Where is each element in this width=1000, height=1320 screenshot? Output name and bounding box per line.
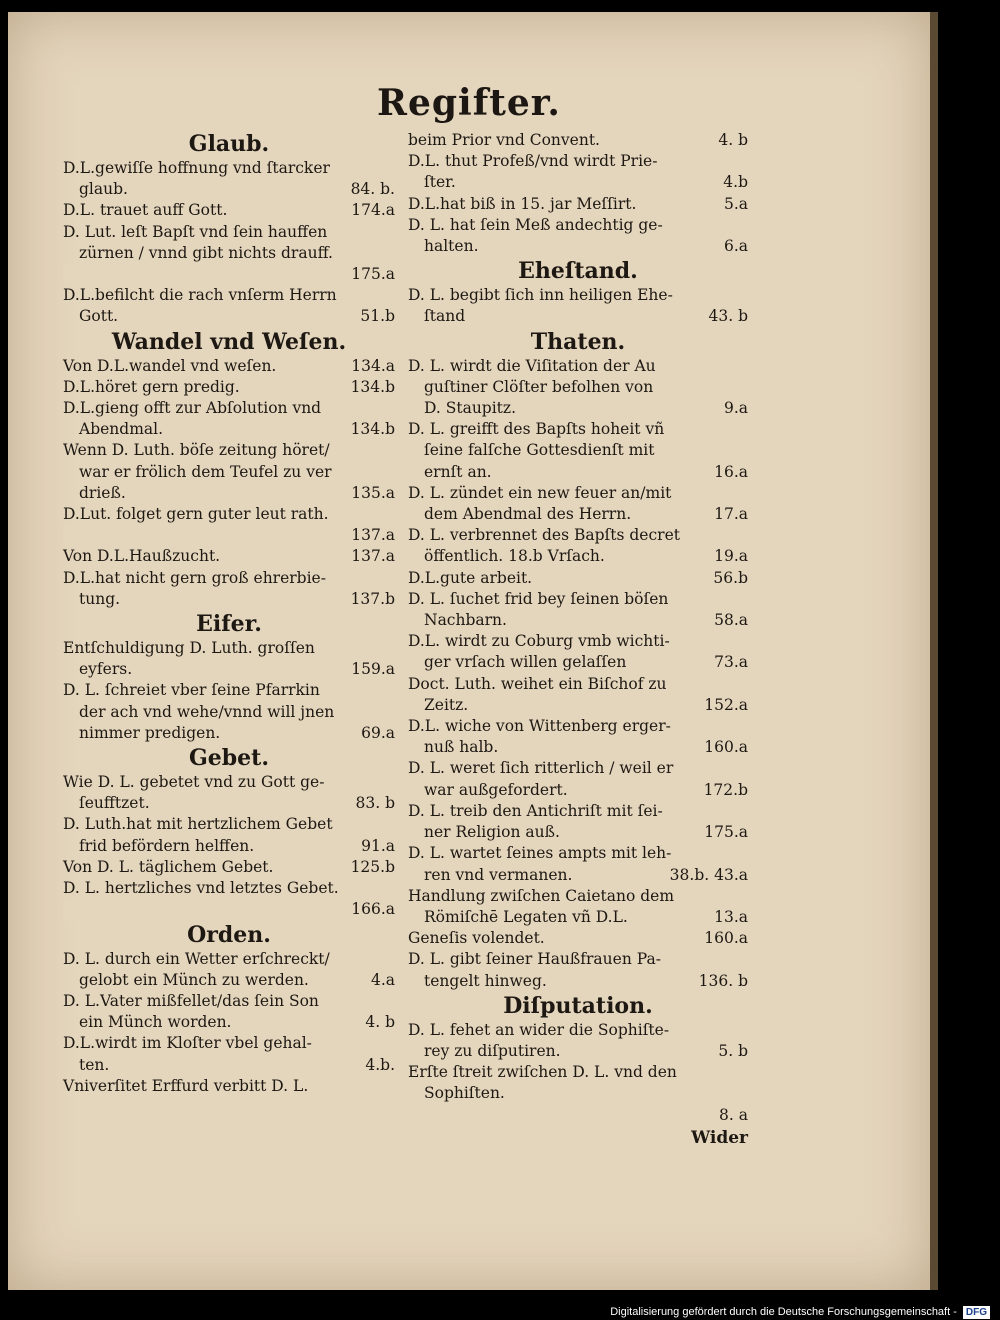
entry-line: D. Luth.hat mit hertzlichem Gebet (63, 815, 333, 834)
register-entry (63, 158, 395, 200)
entry-line: D.L. trauet auff Gott. (63, 201, 228, 220)
entry-line: Abendmal. (79, 420, 164, 439)
register-entry (408, 525, 748, 567)
entry-line: Nachbarn. (424, 611, 507, 630)
entry-line: halten. (424, 237, 479, 256)
page-reference: 38.b. 43.a (664, 865, 748, 886)
register-entry (63, 772, 395, 814)
funding-footer (610, 1304, 990, 1320)
register-entry (63, 680, 395, 744)
register-entry (408, 949, 748, 991)
section-heading: Eifer. (196, 611, 262, 638)
entry-line: Geneſis volendet. (408, 929, 545, 948)
page-reference: 84. b. (345, 179, 395, 200)
entry-line: ein Münch worden. (79, 1013, 232, 1032)
page-reference: 73.a (708, 652, 748, 673)
entry-line: D.L. thut Profeß/vnd wirdt Prie- (408, 152, 658, 171)
entry-text (63, 949, 395, 991)
page-reference: 137.a (63, 525, 395, 546)
entry-line: Wie D. L. gebetet vnd zu Gott ge- (63, 773, 325, 792)
entry-line: D. L. ſuchet frid bey ſeinen böſen (408, 589, 669, 608)
entry-text (63, 680, 395, 744)
register-entry (408, 151, 748, 193)
register-entry (63, 568, 395, 610)
register-entry (63, 1076, 395, 1097)
register-entry (408, 1062, 748, 1126)
entry-text (63, 285, 395, 327)
register-entry (408, 1020, 748, 1062)
register-entry (63, 546, 395, 567)
page-reference: 160.a (698, 737, 748, 758)
page-reference: 4.b. (359, 1055, 395, 1076)
entry-line: tung. (79, 589, 121, 608)
entry-line: beim Prior vnd Convent. (408, 131, 600, 149)
entry-line: dem Abendmal des Herrn. (424, 505, 632, 524)
entry-line: ger vrſach willen gelaſſen (424, 653, 627, 672)
page-reference: 17.a (708, 504, 748, 525)
entry-line: Entſchuldigung D. Luth. groſſen (63, 639, 315, 658)
page-reference: 159.a (345, 659, 395, 680)
entry-line: D.L.befilcht die rach vnſerm Herrn (63, 286, 337, 305)
entry-text (408, 568, 748, 589)
register-entry (63, 638, 395, 680)
entry-line: Von D. L. täglichem Gebet. (63, 857, 274, 876)
page-reference: 134.b (345, 377, 395, 398)
page-reference: 137.b (345, 589, 395, 610)
register-entry (408, 758, 748, 800)
entry-line: D. L. weret ſich ritterlich / weil er (408, 759, 674, 778)
register-entry (408, 589, 748, 631)
page-reference: 172.b (698, 780, 748, 801)
book-page (8, 12, 930, 1290)
entry-line: nimmer predigen. (79, 723, 221, 742)
entry-text (408, 1062, 748, 1104)
entry-line: Wenn D. Luth. böſe zeitung höret/ (63, 441, 330, 460)
register-entry (63, 200, 395, 221)
entry-line: Von D.L.wandel vnd weſen. (63, 356, 277, 375)
register-column-left (63, 130, 395, 1097)
section-heading: Orden. (187, 921, 271, 948)
page-reference: 19.a (708, 546, 748, 567)
entry-text (63, 991, 395, 1033)
entry-line: D.L.gute arbeit. (408, 568, 533, 587)
register-entry (63, 377, 395, 398)
entry-line: D. L.Vater mißfellet/das ſein Son (63, 991, 319, 1010)
entry-line: D.L. wiche von Wittenberg erger- (408, 717, 671, 736)
register-entry (408, 716, 748, 758)
footer-text: Digitalisierung gefördert durch die Deutsche Forschungsgemeinschaft - (610, 1306, 957, 1318)
register-entry (408, 631, 748, 673)
section-heading: Glaub. (188, 131, 270, 157)
page-reference: 58.a (708, 610, 748, 631)
entry-line: Zeitz. (424, 695, 469, 714)
register-entry (63, 398, 395, 440)
entry-line: ſter. (424, 173, 456, 192)
entry-line: D.L. wirdt zu Coburg vmb wichti- (408, 632, 670, 651)
entry-text (63, 772, 395, 814)
entry-line: D. L. wirdt die Viſitation der Au (408, 356, 656, 375)
entry-text (408, 928, 748, 949)
page-reference: 43. b (703, 306, 749, 327)
page-reference: 175.a (698, 822, 748, 843)
entry-line: Sophiſten. (424, 1084, 505, 1103)
entry-line: D. L. ſchreiet vber ſeine Pfarrkin (63, 681, 320, 700)
entry-text (63, 814, 395, 856)
register-entry (408, 928, 748, 949)
entry-line: nuß halb. (424, 738, 499, 757)
register-entry (408, 568, 748, 589)
register-entry (408, 886, 748, 928)
entry-line: D. Lut. leſt Bapſt vnd ſein hauffen (63, 222, 328, 241)
page-reference: 134.a (345, 356, 395, 377)
entry-text (408, 130, 748, 151)
entry-line: tengelt hinweg. (424, 971, 547, 990)
page-reference: 9.a (718, 398, 748, 419)
page-reference: 137.a (345, 546, 395, 567)
section-heading: Gebet. (189, 745, 269, 772)
entry-text (408, 886, 748, 928)
page-reference: 160.a (698, 928, 748, 949)
register-entry (408, 483, 748, 525)
entry-line: D.Lut. folget gern guter leut rath. (63, 505, 329, 524)
register-column-right (408, 130, 748, 1148)
entry-line: rey zu diſputiren. (424, 1041, 561, 1060)
register-entry (63, 949, 395, 991)
entry-text (63, 504, 395, 525)
entry-line: D. L. zündet ein new feuer an/mit (408, 483, 672, 502)
entry-line: ner Religion auß. (424, 823, 560, 842)
register-entry (63, 285, 395, 327)
page-reference: 4. b (712, 130, 748, 151)
register-entry (63, 222, 395, 286)
entry-line: war außgefordert. (424, 780, 568, 799)
entry-line: ſeufftzet. (79, 794, 150, 813)
entry-text (408, 419, 748, 483)
page-reference: 83. b (350, 793, 396, 814)
entry-line: ernſt an. (424, 462, 492, 481)
entry-text (408, 356, 748, 420)
entry-line: D.L.hat nicht gern groß ehrerbie- (63, 568, 326, 587)
register-entry (63, 504, 395, 546)
entry-line: war er frölich dem Teufel zu ver (79, 462, 332, 481)
section-heading: Wandel vnd Weſen. (111, 328, 347, 355)
entry-line: Handlung zwiſchen Caietano dem (408, 886, 675, 905)
entry-line: ſeine falſche Gottesdienſt mit (424, 441, 655, 460)
page-reference: 5. b (712, 1041, 748, 1062)
entry-line: D.L.höret gern predig. (63, 377, 240, 396)
entry-line: Erſte ſtreit zwiſchen D. L. vnd den (408, 1063, 677, 1082)
page-edge (930, 12, 938, 1290)
page-reference: 13.a (708, 907, 748, 928)
entry-text (63, 1076, 395, 1097)
entry-text (408, 194, 748, 215)
entry-line: Vniverſitet Erffurd verbitt D. L. (63, 1076, 309, 1095)
register-entry (408, 194, 748, 215)
entry-line: D. L. gibt ſeiner Haußfrauen Pa- (408, 950, 661, 969)
entry-text (408, 525, 748, 567)
entry-line: guſtiner Clöſter befolhen von (424, 377, 654, 396)
entry-line: zürnen / vnnd gibt nichts drauff. (79, 243, 333, 262)
register-entry (408, 356, 748, 420)
entry-line: Von D.L.Haußzucht. (63, 547, 221, 566)
entry-line: Doct. Luth. weihet ein Biſchof zu (408, 674, 667, 693)
entry-text (63, 222, 395, 264)
register-entry (408, 801, 748, 843)
entry-text (63, 878, 395, 899)
page-reference: 4.a (365, 970, 395, 991)
entry-text (408, 483, 748, 525)
entry-line: frid befördern helffen. (79, 836, 255, 855)
page-title: Regifter. (377, 82, 561, 124)
register-entry (408, 285, 748, 327)
entry-line: D. L. treib den Antichriſt mit ſei- (408, 801, 663, 820)
register-entry (63, 814, 395, 856)
entry-text (408, 631, 748, 673)
register-entry (408, 674, 748, 716)
page-reference: 4. b (359, 1012, 395, 1033)
page-reference: 136. b (693, 971, 748, 992)
entry-line: D.L.gieng offt zur Abſolution vnd (63, 399, 322, 418)
page-reference: 51.b (354, 306, 395, 327)
page-reference: 166.a (63, 899, 395, 920)
page-reference: 174.a (345, 200, 395, 221)
entry-text (408, 674, 748, 716)
entry-line: ren vnd vermanen. (424, 865, 573, 884)
entry-line: ten. (79, 1055, 110, 1074)
page-reference: 8. a (408, 1105, 748, 1126)
entry-line: drieß. (79, 483, 126, 502)
entry-line: D. L. hat ſein Meß andechtig ge- (408, 215, 663, 234)
page-reference: 152.a (698, 695, 748, 716)
register-entry (408, 843, 748, 885)
entry-line: ſtand (424, 307, 466, 326)
page-reference: 175.a (63, 264, 395, 285)
entry-text (408, 285, 748, 327)
page-reference: 134.b (345, 419, 395, 440)
entry-line: eyfers. (79, 660, 133, 679)
page-reference: 5.a (718, 194, 748, 215)
entry-line: D. L. greifft des Bapſts hoheit vñ (408, 420, 665, 439)
entry-line: Gott. (79, 307, 119, 326)
entry-line: D. L. hertzliches vnd letztes Gebet. (63, 879, 339, 898)
dfg-logo: DFG (963, 1306, 990, 1319)
page-reference: 56.b (707, 568, 748, 589)
entry-text (408, 215, 748, 257)
page-reference: 16.a (708, 462, 748, 483)
entry-line: D. L. verbrennet des Bapſts decret (408, 526, 680, 545)
register-entry (408, 215, 748, 257)
section-heading: Thaten. (530, 328, 626, 355)
entry-line: der ach vnd wehe/vnnd will jnen (79, 702, 335, 721)
register-entry (408, 130, 748, 151)
entry-line: D.L.hat biß in 15. jar Meſſirt. (408, 194, 637, 213)
entry-line: D.L.gewiſſe hoffnung vnd ſtarcker (63, 159, 330, 177)
register-entry (408, 419, 748, 483)
entry-line: D. L. durch ein Wetter erſchreckt/ (63, 949, 330, 968)
entry-text (408, 589, 748, 631)
entry-line: D. Staupitz. (424, 399, 517, 418)
entry-line: öffentlich. 18.b Vrſach. (424, 547, 605, 566)
entry-line: D. L. fehet an wider die Sophiſte- (408, 1020, 670, 1039)
page-reference: 4.b (717, 172, 748, 193)
entry-line: gelobt ein Münch zu werden. (79, 970, 309, 989)
page-reference: 135.a (345, 483, 395, 504)
entry-text (408, 151, 748, 193)
register-entry (63, 440, 395, 504)
entry-text (408, 801, 748, 843)
entry-text (408, 1020, 748, 1062)
entry-line: glaub. (79, 180, 128, 199)
entry-text (63, 1033, 395, 1075)
register-entry (63, 991, 395, 1033)
section-heading: Eheſtand. (518, 258, 638, 285)
page-reference: 69.a (355, 723, 395, 744)
section-heading: Diſputation. (503, 992, 653, 1019)
page-reference: 125.b (345, 857, 395, 878)
entry-line: D. L. wartet ſeines ampts mit leh- (408, 844, 672, 863)
register-entry (63, 1033, 395, 1075)
register-entry (63, 878, 395, 920)
entry-text (408, 716, 748, 758)
entry-line: D. L. begibt ſich inn heiligen Ehe- (408, 286, 673, 305)
catchword: Wider (691, 1127, 748, 1148)
page-reference: 91.a (355, 836, 395, 857)
entry-line: D.L.wirdt im Kloſter vbel gehal- (63, 1034, 312, 1053)
entry-line: Römiſchē Legaten vñ D.L. (424, 907, 628, 926)
page-reference: 6.a (718, 236, 748, 257)
register-entry (63, 356, 395, 377)
register-entry (63, 857, 395, 878)
